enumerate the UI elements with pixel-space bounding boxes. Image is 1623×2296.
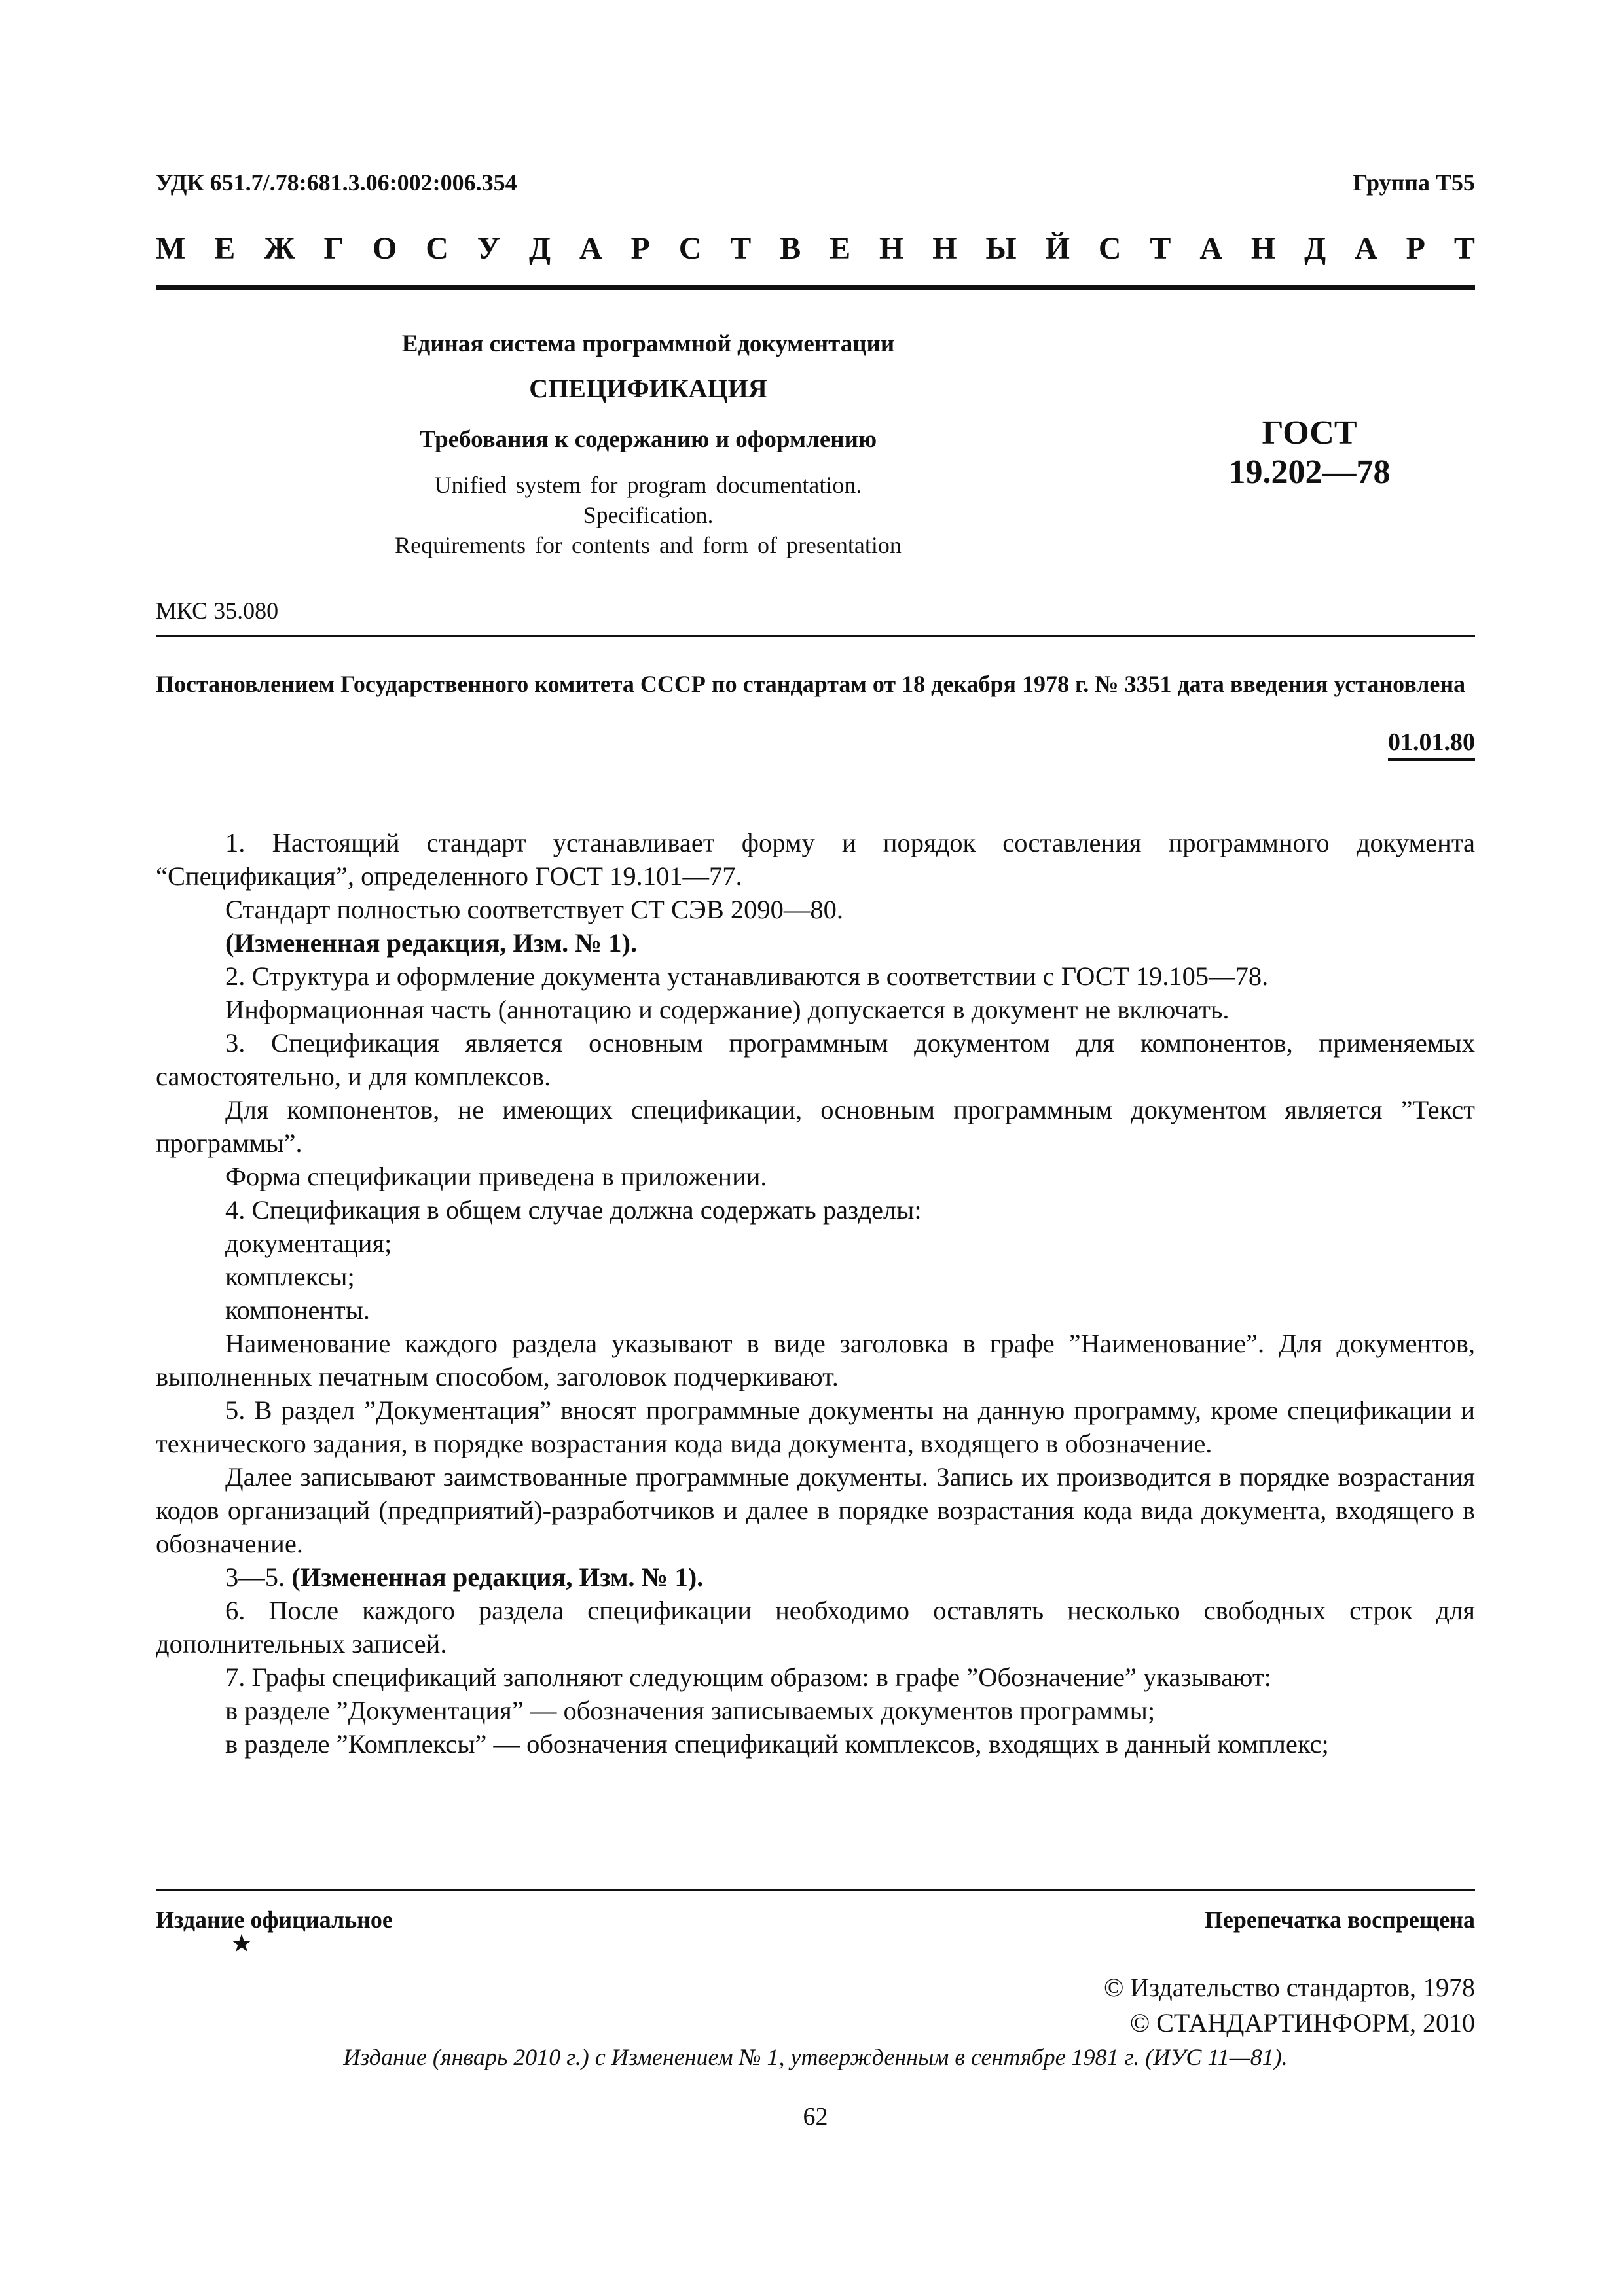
amendment-note-1: (Измененная редакция, Изм. № 1). (225, 928, 638, 958)
banner-letter: Н (932, 231, 957, 266)
english-title-line-3: Requirements for contents and form of presentation (395, 532, 902, 558)
paragraph-15: в разделе ”Комплексы” — обозначения спецификаций комплексов, входящих в данный комплекс; (225, 1729, 1329, 1759)
paragraph-6: Для компонентов, не имеющих спецификации, основным программным документом является ”Текст программы”. (156, 1095, 1475, 1158)
banner-letter: Н (1250, 231, 1276, 266)
gost-designation (1178, 414, 1440, 492)
list-item-complexes: комплексы; (225, 1262, 355, 1291)
paragraph-7: Форма спецификации приведена в приложении. (225, 1162, 767, 1191)
banner-letter: Т (730, 231, 752, 266)
mks-code: МКС 35.080 (156, 598, 279, 624)
banner-letter: Д (528, 231, 551, 266)
paragraph-10: 5. В раздел ”Документация” вносят программные документы на данную программу, кроме спецификации и технического задания, в порядке возрастания кода вида документа, входящего в обозначение. (156, 1395, 1475, 1458)
banner-letter: Е (214, 231, 236, 266)
header-divider (156, 285, 1475, 290)
gost-label: ГОСТ (1262, 414, 1357, 452)
paragraph-2: Стандарт полностью соответствует СТ СЭВ 2090—80. (225, 895, 844, 924)
banner-letter: А (1355, 231, 1377, 266)
page-number: 62 (803, 2103, 828, 2130)
decree-text: Постановлением Государственного комитета СССР по стандартам от 18 декабря 1978 г. № 3351 дата введения установлена (156, 671, 1466, 697)
introduction-date: 01.01.80 (1388, 728, 1475, 761)
banner-letter: Р (1406, 231, 1425, 266)
english-title-line-2: Specification. (583, 502, 714, 528)
banner-letter: У (477, 231, 501, 266)
list-item-components: компоненты. (225, 1295, 371, 1325)
paragraph-11: Далее записывают заимствованные программные документы. Запись их производится в порядке возрастания кодов организаций (предприятий)-разработчиков и далее в порядке возрастания кода вида документа, входящего в обозначение. (156, 1462, 1475, 1558)
document-title: СПЕЦИФИКАЦИЯ (529, 374, 767, 403)
paragraph-5: 3. Спецификация является основным программным документом для компонентов, применяемых самостоятельно, и для комплексов. (156, 1028, 1475, 1091)
copyright-block (1104, 1970, 1475, 2041)
banner-letter: А (1199, 231, 1222, 266)
group-code: Группа Т55 (1353, 170, 1475, 196)
paragraph-13: 7. Графы спецификаций заполняют следующим образом: в графе ”Обозначение” указывают: (225, 1662, 1271, 1692)
banner-letter: Й (1045, 231, 1070, 266)
paragraph-3: 2. Структура и оформление документа устанавливаются в соответствии с ГОСТ 19.105—78. (225, 961, 1269, 991)
copyright-standartinform-2010: © СТАНДАРТИНФОРМ, 2010 (1129, 2008, 1475, 2037)
banner-letter: А (579, 231, 602, 266)
banner-letter: С (1098, 231, 1122, 266)
copyright-publisher-1978: © Издательство стандартов, 1978 (1103, 1973, 1475, 2002)
footer-divider (156, 1889, 1475, 1891)
document-subtitle: Требования к содержанию и оформлению (419, 426, 877, 453)
banner-letter: М (156, 231, 186, 266)
banner-letter: В (780, 231, 801, 266)
amendment-note-2-text: (Измененная редакция, Изм. № 1). (291, 1562, 704, 1592)
banner-letter: Н (879, 231, 904, 266)
interstate-standard-banner (156, 230, 1475, 266)
banner-letter: Е (830, 231, 851, 266)
amendment-note-2 (156, 1560, 1475, 1594)
banner-letter: С (678, 231, 702, 266)
mks-divider (156, 635, 1475, 637)
system-title: Единая система программной документации (401, 331, 895, 357)
banner-letter: Г (323, 231, 344, 266)
banner-letter: Ж (264, 231, 295, 266)
banner-letter: Ы (985, 231, 1017, 266)
banner-letter: Р (630, 231, 650, 266)
english-title-line-1: Unified system for program documentation. (434, 472, 862, 498)
udk-code: УДК 651.7/.78:681.3.06:002:006.354 (156, 170, 517, 196)
paragraph-4: Информационная часть (аннотацию и содержание) допускается в документ не включать. (225, 995, 1230, 1024)
banner-letter: О (372, 231, 397, 266)
official-edition-label: Издание официальное (156, 1907, 393, 1933)
paragraph-12: 6. После каждого раздела спецификации необходимо оставлять несколько свободных строк для дополнительных записей. (156, 1596, 1475, 1659)
banner-letter: Т (1453, 231, 1475, 266)
paragraph-14: в разделе ”Документация” — обозначения записываемых документов программы; (225, 1696, 1156, 1725)
banner-letter: Д (1304, 231, 1326, 266)
title-block (327, 326, 969, 560)
document-body (156, 826, 1475, 1761)
star-icon: ★ (230, 1930, 253, 1958)
amendment-range: 3—5. (225, 1562, 292, 1592)
paragraph-8: 4. Спецификация в общем случае должна содержать разделы: (225, 1195, 922, 1225)
reprint-prohibited-label: Перепечатка воспрещена (1204, 1907, 1475, 1933)
gost-number: 19.202—78 (1228, 454, 1391, 491)
list-item-documentation: документация; (225, 1229, 392, 1258)
paragraph-1: 1. Настоящий стандарт устанавливает форму и порядок составления программного документа “Спецификация”, определенного ГОСТ 19.101—77. (156, 828, 1475, 891)
edition-note: Издание (январь 2010 г.) с Изменением № 1, утвержденным в сентябре 1981 г. (ИУС 11—81). (343, 2044, 1288, 2070)
banner-letter: С (426, 231, 448, 266)
banner-letter: Т (1150, 231, 1171, 266)
paragraph-9: Наименование каждого раздела указывают в виде заголовка в графе ”Наименование”. Для документов, выполненных печатным способом, заголовок подчеркивают. (156, 1329, 1475, 1391)
